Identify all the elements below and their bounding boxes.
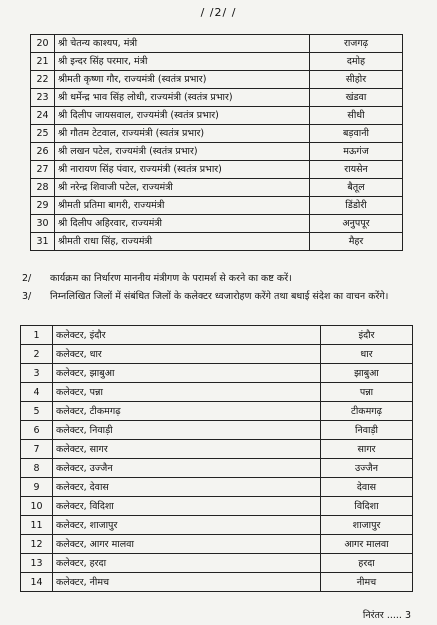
note-3-marker: 3/	[22, 291, 32, 302]
district-name: बैतूल	[310, 179, 403, 197]
table-row	[21, 402, 413, 421]
serial-number: 10	[21, 497, 53, 516]
serial-number: 3	[21, 364, 53, 383]
official-name: श्री नारायण सिंह पंवार, राज्यमंत्री (स्वतंत्र प्रभार)	[55, 161, 310, 179]
district-name: खंडवा	[310, 89, 403, 107]
serial-number: 21	[31, 53, 55, 71]
serial-number: 7	[21, 440, 53, 459]
table-row	[21, 440, 413, 459]
official-name: कलेक्टर, देवास	[53, 478, 321, 497]
note-3	[22, 291, 422, 303]
serial-number: 31	[31, 233, 55, 251]
table-row	[31, 179, 403, 197]
district-name: सीधी	[310, 107, 403, 125]
table-row	[21, 364, 413, 383]
note-2-text: कार्यक्रम का निर्धारण माननीय मंत्रीगण के परामर्श से करने का कष्ट करें।	[50, 273, 292, 284]
ministers-table	[30, 34, 403, 251]
serial-number: 13	[21, 554, 53, 573]
serial-number: 2	[21, 345, 53, 364]
district-name: डिंडोरी	[310, 197, 403, 215]
official-name: श्री दिलीप जायसवाल, राज्यमंत्री (स्वतंत्र प्रभार)	[55, 107, 310, 125]
district-name: उज्जैन	[321, 459, 413, 478]
collectors-table	[20, 325, 413, 592]
official-name: कलेक्टर, सागर	[53, 440, 321, 459]
table-row	[31, 107, 403, 125]
official-name: कलेक्टर, शाजापुर	[53, 516, 321, 535]
serial-number: 27	[31, 161, 55, 179]
official-name: श्रीमती प्रतिमा बागरी, राज्यमंत्री	[55, 197, 310, 215]
district-name: शाजापुर	[321, 516, 413, 535]
official-name: कलेक्टर, इंदौर	[53, 326, 321, 345]
district-name: मैहर	[310, 233, 403, 251]
district-name: विदिशा	[321, 497, 413, 516]
table-row	[31, 215, 403, 233]
district-name: राजगढ़	[310, 35, 403, 53]
district-name: झाबुआ	[321, 364, 413, 383]
table-row	[31, 53, 403, 71]
district-name: हरदा	[321, 554, 413, 573]
serial-number: 24	[31, 107, 55, 125]
serial-number: 11	[21, 516, 53, 535]
district-name: देवास	[321, 478, 413, 497]
district-name: बड़वानी	[310, 125, 403, 143]
table-row	[31, 161, 403, 179]
serial-number: 9	[21, 478, 53, 497]
official-name: कलेक्टर, निवाड़ी	[53, 421, 321, 440]
official-name: कलेक्टर, विदिशा	[53, 497, 321, 516]
official-name: श्रीमती कृष्णा गौर, राज्यमंत्री (स्वतंत्र प्रभार)	[55, 71, 310, 89]
table-row	[31, 89, 403, 107]
table-row	[21, 497, 413, 516]
district-name: टीकमगढ़	[321, 402, 413, 421]
official-name: श्री लखन पटेल, राज्यमंत्री (स्वतंत्र प्रभार)	[55, 143, 310, 161]
page-number: / /2/ /	[200, 6, 237, 19]
serial-number: 5	[21, 402, 53, 421]
serial-number: 12	[21, 535, 53, 554]
district-name: रायसेन	[310, 161, 403, 179]
district-name: इंदौर	[321, 326, 413, 345]
note-2	[22, 273, 422, 285]
official-name: कलेक्टर, पन्ना	[53, 383, 321, 402]
serial-number: 6	[21, 421, 53, 440]
official-name: कलेक्टर, आगर मालवा	[53, 535, 321, 554]
official-name: श्री दिलीप अहिरवार, राज्यमंत्री	[55, 215, 310, 233]
district-name: मऊगंज	[310, 143, 403, 161]
official-name: श्री गौतम टेटवाल, राज्यमंत्री (स्वतंत्र प्रभार)	[55, 125, 310, 143]
official-name: कलेक्टर, हरदा	[53, 554, 321, 573]
serial-number: 28	[31, 179, 55, 197]
serial-number: 14	[21, 573, 53, 592]
official-name: कलेक्टर, उज्जैन	[53, 459, 321, 478]
table-row	[31, 35, 403, 53]
district-name: निवाड़ी	[321, 421, 413, 440]
serial-number: 25	[31, 125, 55, 143]
official-name: कलेक्टर, टीकमगढ़	[53, 402, 321, 421]
serial-number: 29	[31, 197, 55, 215]
serial-number: 8	[21, 459, 53, 478]
official-name: श्री इन्दर सिंह परमार, मंत्री	[55, 53, 310, 71]
serial-number: 4	[21, 383, 53, 402]
table-row	[21, 326, 413, 345]
district-name: नीमच	[321, 573, 413, 592]
table-row	[21, 383, 413, 402]
table-row	[31, 71, 403, 89]
serial-number: 1	[21, 326, 53, 345]
serial-number: 22	[31, 71, 55, 89]
serial-number: 23	[31, 89, 55, 107]
table-row	[21, 345, 413, 364]
table-row	[31, 197, 403, 215]
serial-number: 26	[31, 143, 55, 161]
table-row	[21, 573, 413, 592]
official-name: श्री नरेन्द्र शिवाजी पटेल, राज्यमंत्री	[55, 179, 310, 197]
table-row	[21, 516, 413, 535]
official-name: श्री चेतन्य काश्यप, मंत्री	[55, 35, 310, 53]
serial-number: 20	[31, 35, 55, 53]
serial-number: 30	[31, 215, 55, 233]
table-row	[21, 421, 413, 440]
district-name: आगर मालवा	[321, 535, 413, 554]
table-row	[21, 535, 413, 554]
official-name: श्री धर्मेन्द्र भाव सिंह लोधी, राज्यमंत्री (स्वतंत्र प्रभार)	[55, 89, 310, 107]
district-name: दमोह	[310, 53, 403, 71]
official-name: कलेक्टर, नीमच	[53, 573, 321, 592]
table-row	[31, 143, 403, 161]
note-3-text: निम्नलिखित जिलों में संबंधित जिलों के कलेक्टर ध्वजारोहण करेंगे तथा बधाई संदेश का वाचन करेंगे।	[50, 291, 389, 302]
table-row	[31, 233, 403, 251]
official-name: कलेक्टर, झाबुआ	[53, 364, 321, 383]
continued-footer: निरंतर ..... 3	[362, 610, 411, 621]
table-row	[21, 459, 413, 478]
table-row	[21, 478, 413, 497]
district-name: धार	[321, 345, 413, 364]
note-2-marker: 2/	[22, 273, 32, 284]
district-name: सागर	[321, 440, 413, 459]
district-name: पन्ना	[321, 383, 413, 402]
district-name: सीहोर	[310, 71, 403, 89]
table-row	[21, 554, 413, 573]
official-name: श्रीमती राधा सिंह, राज्यमंत्री	[55, 233, 310, 251]
table-row	[31, 125, 403, 143]
district-name: अनुपपूर	[310, 215, 403, 233]
official-name: कलेक्टर, धार	[53, 345, 321, 364]
